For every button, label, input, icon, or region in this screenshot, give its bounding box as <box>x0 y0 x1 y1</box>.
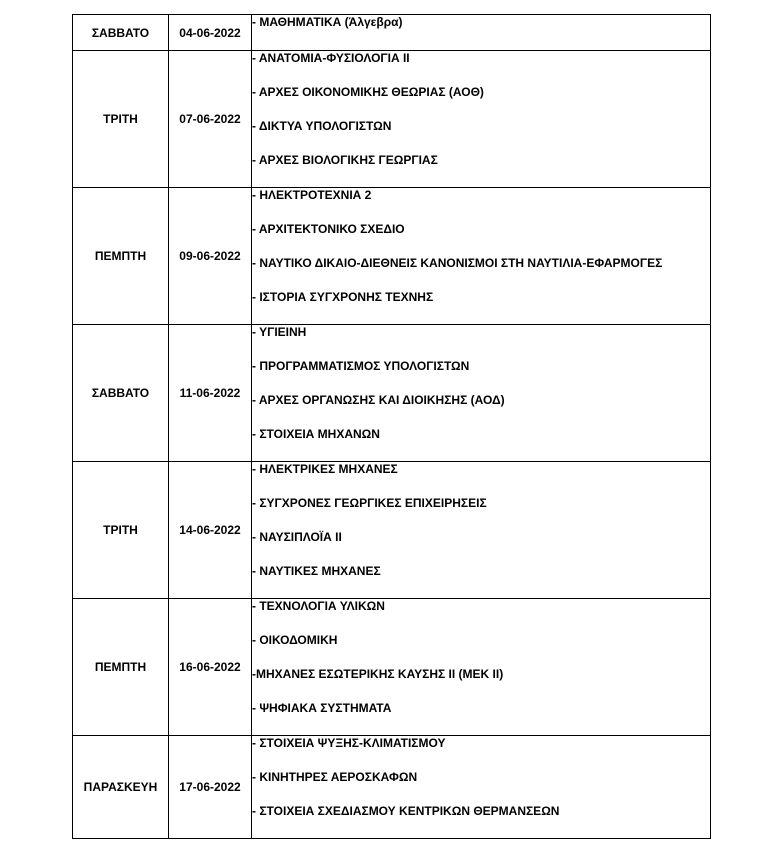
exam-subject: - ΝΑΥΤΙΚΕΣ ΜΗΧΑΝΕΣ <box>252 564 381 578</box>
exam-subject: - ΝΑΥΣΙΠΛΟΪΑ ΙΙ <box>252 530 342 544</box>
exam-subject: - ΜΑΘΗΜΑΤΙΚΑ (Άλγεβρα) <box>252 15 403 29</box>
exam-date: 16-06-2022 <box>169 599 252 736</box>
exam-subject: - ΑΡΧΕΣ ΟΡΓΑΝΩΣΗΣ ΚΑΙ ΔΙΟΙΚΗΣΗΣ (ΑΟΔ) <box>252 393 505 407</box>
schedule-row <box>73 15 711 51</box>
exam-subject: - ΗΛΕΚΤΡΟΤΕΧΝΙΑ 2 <box>252 188 372 202</box>
schedule-row <box>73 462 711 599</box>
exam-day: ΠΕΜΠΤΗ <box>73 599 169 736</box>
exam-subject: - ΣΤΟΙΧΕΙΑ ΣΧΕΔΙΑΣΜΟΥ ΚΕΝΤΡΙΚΩΝ ΘΕΡΜΑΝΣΕΩΝ <box>252 804 560 818</box>
exam-subject: - ΣΤΟΙΧΕΙΑ ΜΗΧΑΝΩΝ <box>252 427 380 441</box>
exam-date: 04-06-2022 <box>169 15 252 51</box>
exam-subject: - ΟΙΚΟΔΟΜΙΚΗ <box>252 633 338 647</box>
schedule-row <box>73 599 711 736</box>
exam-subject: - ΝΑΥΤΙΚΟ ΔΙΚΑΙΟ-ΔΙΕΘΝΕΙΣ ΚΑΝΟΝΙΣΜΟΙ ΣΤΗ ΝΑΥΤΙΛΙΑ-ΕΦΑΡΜΟΓΕΣ <box>252 256 663 270</box>
exam-subjects <box>252 51 711 188</box>
exam-schedule-table <box>72 14 711 839</box>
exam-day: ΠΑΡΑΣΚΕΥΗ <box>73 736 169 839</box>
exam-date: 07-06-2022 <box>169 51 252 188</box>
exam-day: ΤΡΙΤΗ <box>73 462 169 599</box>
exam-subject: - ΠΡΟΓΡΑΜΜΑΤΙΣΜΟΣ ΥΠΟΛΟΓΙΣΤΩΝ <box>252 359 470 373</box>
exam-subject: - ΣΥΓΧΡΟΝΕΣ ΓΕΩΡΓΙΚΕΣ ΕΠΙΧΕΙΡΗΣΕΙΣ <box>252 496 487 510</box>
exam-subject: - ΑΡΧΕΣ ΒΙΟΛΟΓΙΚΗΣ ΓΕΩΡΓΙΑΣ <box>252 153 438 167</box>
exam-subjects <box>252 325 711 462</box>
exam-schedule-body <box>73 15 711 839</box>
exam-subjects <box>252 15 711 51</box>
exam-subject: - ΔΙΚΤΥΑ ΥΠΟΛΟΓΙΣΤΩΝ <box>252 119 392 133</box>
exam-subject: -ΜΗΧΑΝΕΣ ΕΣΩΤΕΡΙΚΗΣ ΚΑΥΣΗΣ ΙΙ (ΜΕΚ ΙΙ) <box>252 667 504 681</box>
exam-subjects <box>252 736 711 839</box>
schedule-row <box>73 325 711 462</box>
exam-day: ΠΕΜΠΤΗ <box>73 188 169 325</box>
exam-subject: - ΚΙΝΗΤΗΡΕΣ ΑΕΡΟΣΚΑΦΩΝ <box>252 770 418 784</box>
exam-subject: - ΙΣΤΟΡΙΑ ΣΥΓΧΡΟΝΗΣ ΤΕΧΝΗΣ <box>252 290 434 304</box>
exam-subject: - ΗΛΕΚΤΡΙΚΕΣ ΜΗΧΑΝΕΣ <box>252 462 398 476</box>
schedule-row <box>73 188 711 325</box>
exam-day: ΣΑΒΒΑΤΟ <box>73 15 169 51</box>
exam-subject: - ΑΡΧΙΤΕΚΤΟΝΙΚΟ ΣΧΕΔΙΟ <box>252 222 405 236</box>
exam-day: ΣΑΒΒΑΤΟ <box>73 325 169 462</box>
schedule-row <box>73 51 711 188</box>
exam-subjects <box>252 599 711 736</box>
exam-subject: - ΑΡΧΕΣ ΟΙΚΟΝΟΜΙΚΗΣ ΘΕΩΡΙΑΣ (ΑΟΘ) <box>252 85 484 99</box>
exam-date: 14-06-2022 <box>169 462 252 599</box>
schedule-row <box>73 736 711 839</box>
exam-subject: - ΑΝΑΤΟΜΙΑ-ΦΥΣΙΟΛΟΓΙΑ ΙΙ <box>252 51 410 65</box>
exam-date: 17-06-2022 <box>169 736 252 839</box>
exam-subjects <box>252 188 711 325</box>
exam-date: 11-06-2022 <box>169 325 252 462</box>
exam-day: ΤΡΙΤΗ <box>73 51 169 188</box>
exam-subjects <box>252 462 711 599</box>
exam-subject: - ΥΓΙΕΙΝΗ <box>252 325 307 339</box>
exam-date: 09-06-2022 <box>169 188 252 325</box>
exam-subject: - ΣΤΟΙΧΕΙΑ ΨΥΞΗΣ-ΚΛΙΜΑΤΙΣΜΟΥ <box>252 736 446 750</box>
exam-subject: - ΨΗΦΙΑΚΑ ΣΥΣΤΗΜΑΤΑ <box>252 701 392 715</box>
exam-subject: - ΤΕΧΝΟΛΟΓΙΑ ΥΛΙΚΩΝ <box>252 599 385 613</box>
